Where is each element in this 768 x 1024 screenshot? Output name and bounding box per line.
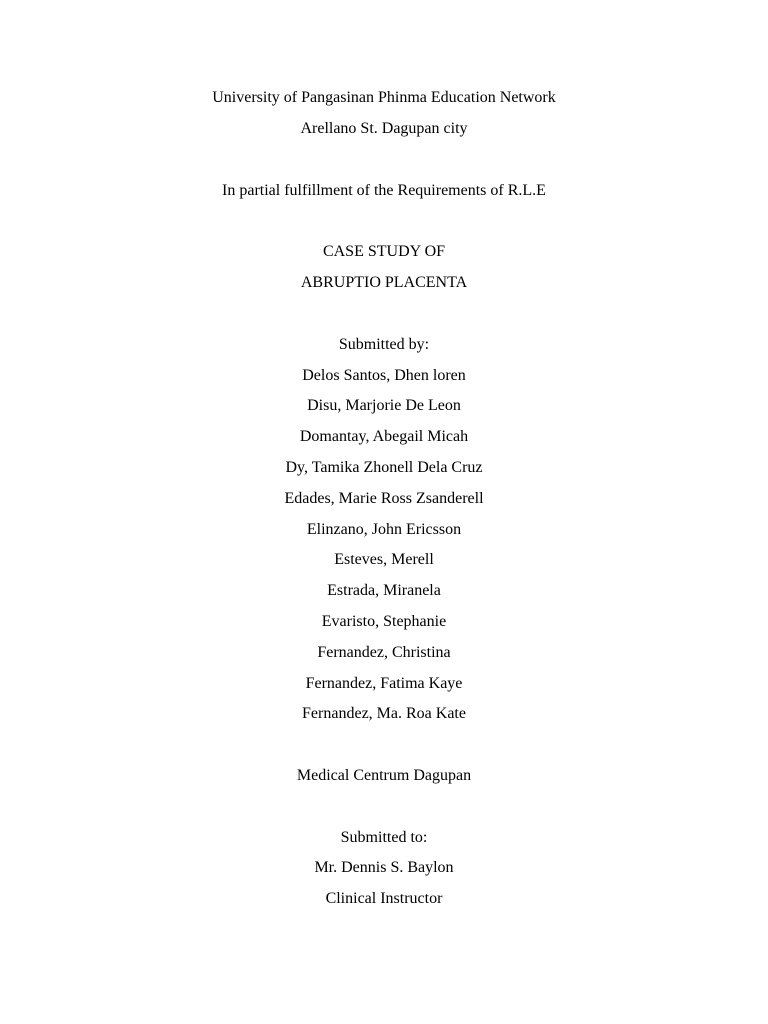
submitted-by-label: Submitted by:	[338, 336, 430, 353]
institution-name: University of Pangasinan Phinma Education Network	[212, 89, 556, 106]
instructor-name: Mr. Dennis S. Baylon	[314, 859, 454, 876]
title-line-2: ABRUPTIO PLACENTA	[300, 274, 468, 291]
instructor-role: Clinical Instructor	[325, 890, 443, 907]
student-name: Fernandez, Christina	[317, 644, 451, 661]
student-name: Delos Santos, Dhen loren	[302, 367, 466, 384]
student-name: Evaristo, Stephanie	[321, 613, 447, 630]
student-name: Disu, Marjorie De Leon	[307, 397, 461, 414]
student-name: Esteves, Merell	[334, 551, 434, 568]
institution-address: Arellano St. Dagupan city	[300, 120, 468, 137]
student-name: Fernandez, Fatima Kaye	[305, 675, 463, 692]
student-name: Estrada, Miranela	[327, 582, 441, 599]
student-name: Elinzano, John Ericsson	[306, 521, 462, 538]
student-name: Fernandez, Ma. Roa Kate	[302, 705, 466, 722]
student-name: Edades, Marie Ross Zsanderell	[284, 490, 484, 507]
title-line-1: CASE STUDY OF	[322, 243, 446, 260]
student-name: Dy, Tamika Zhonell Dela Cruz	[285, 459, 483, 476]
purpose-statement: In partial fulfillment of the Requirements of R.L.E	[222, 182, 546, 199]
student-name: Domantay, Abegail Micah	[299, 428, 469, 445]
location: Medical Centrum Dagupan	[296, 767, 472, 784]
submitted-to-label: Submitted to:	[340, 829, 428, 846]
